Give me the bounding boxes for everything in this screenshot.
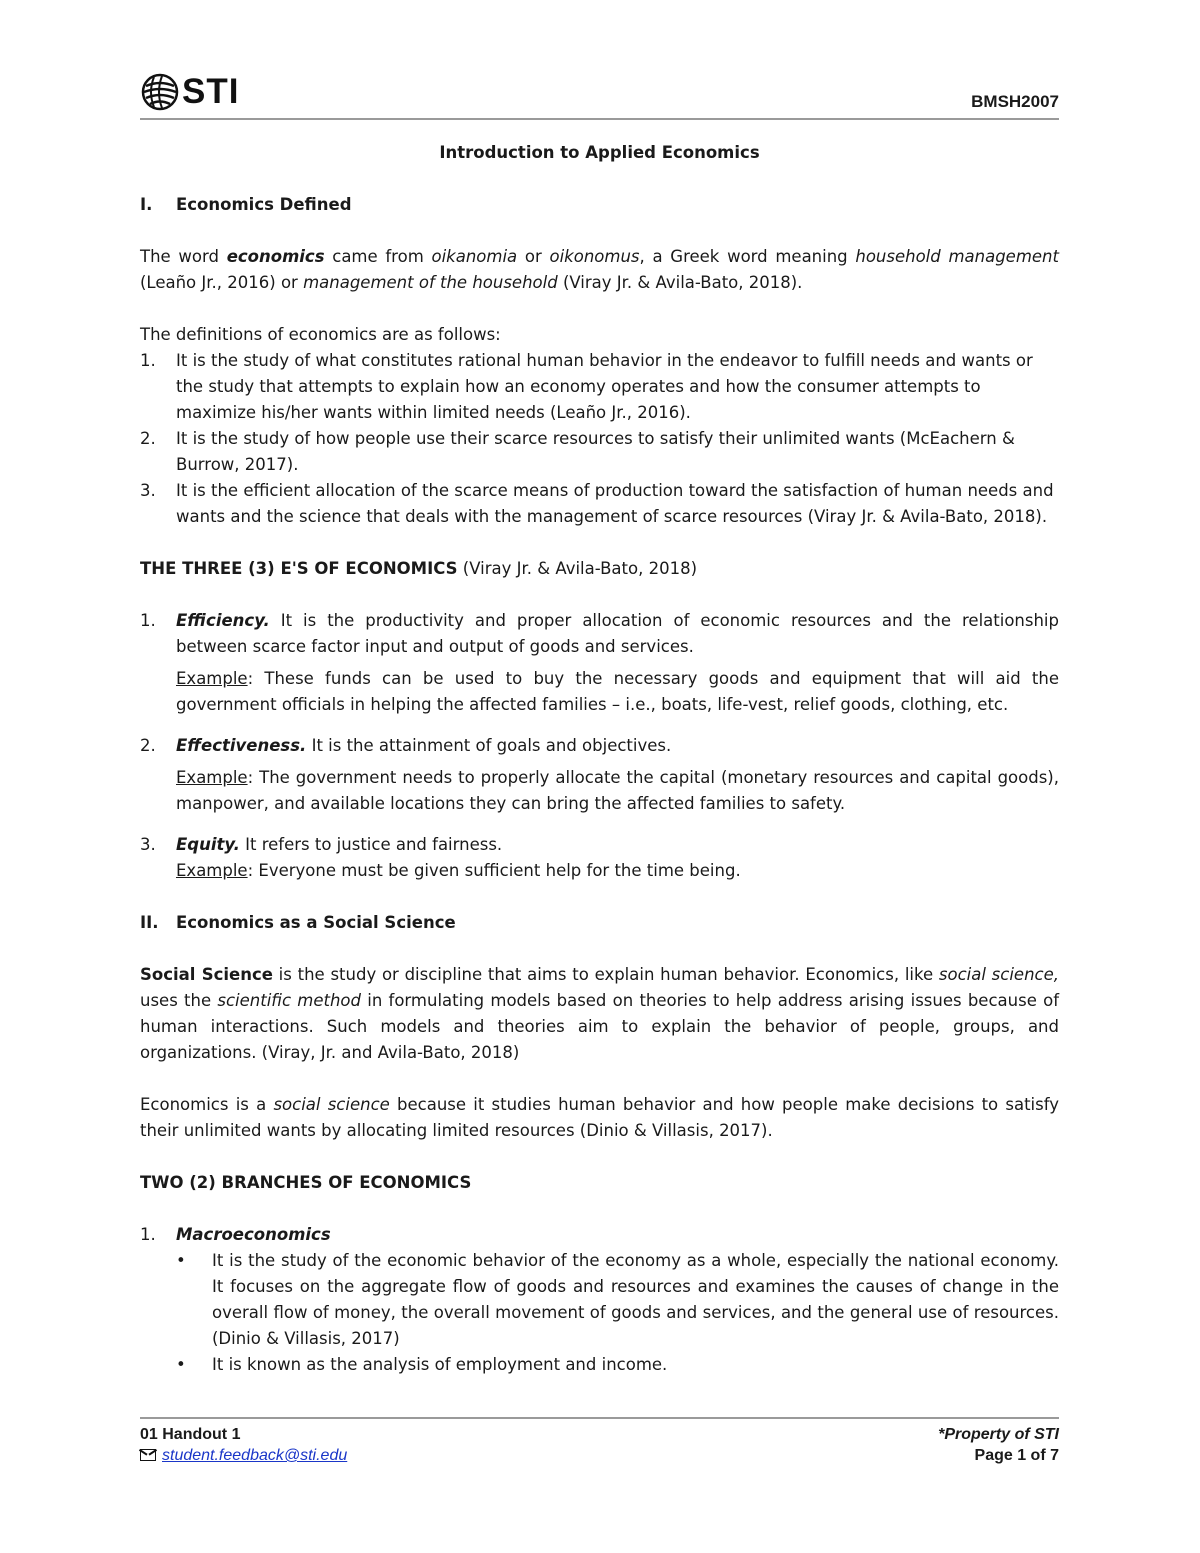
course-code: BMSH2007 (971, 92, 1059, 111)
list-item: 3. It is the efficient allocation of the scarce means of production toward the satisfaction of human needs and wants and the science that deals with the management of scarce resources (Viray Jr. & Avila-Bato, 2018). (140, 481, 1054, 526)
envelope-icon (140, 1449, 156, 1461)
branches-list (140, 1222, 1059, 1378)
bullet-item: • It is known as the analysis of employment and income. (176, 1352, 1059, 1378)
list-item: 1. Efficiency. It is the productivity and proper allocation of economic resources and the relationship between scarce factor input and output of goods and services. Example: These funds can be used to buy the necessary goods and equipment that will aid the government officials in helping the affected families – i.e., boats, life-vest, relief goods, clothing, etc. (140, 611, 1059, 714)
social-science-paragraph: Social Science is the study or discipline that aims to explain human behavior. Economics, like social science, uses the scientific method in formulating models based on theories to help address arising issues because of human interactions. Such models and theories aim to explain the behavior of people, groups, and organizations. (Viray, Jr. and Avila-Bato, 2018) (140, 965, 1060, 1062)
feedback-email-link[interactable]: student.feedback@sti.edu (162, 1447, 348, 1464)
logo-text: STI (182, 72, 240, 111)
list-item: 1. It is the study of what constitutes rational human behavior in the endeavor to fulfill needs and wants or the study that attempts to explain how an economy operates and how the consumer attempts to maximize his/her wants within limited needs (Leaño Jr., 2016). (140, 351, 1033, 422)
bullet-item: • It is the study of the economic behavior of the economy as a whole, especially the national economy. It focuses on the aggregate flow of goods and resources and examines the causes of change in the overall flow of money, the overall movement of goods and services, and the general use of resources. (Dinio & Villasis, 2017) (176, 1248, 1059, 1352)
three-es-list (140, 608, 1059, 884)
footer-divider (140, 1417, 1059, 1419)
globe-icon (140, 72, 180, 112)
section-heading: II. Economics as a Social Science (140, 913, 456, 932)
list-item: 2. Effectiveness. It is the attainment of goals and objectives. Example: The government needs to properly allocate the capital (monetary resources and capital goods), manpower, and available locations they can bring the affected families to safety. (140, 736, 1059, 813)
page-header (140, 66, 1059, 120)
definitions-lead: The definitions of economics are as follows: (140, 325, 501, 344)
page-number: Page 1 of 7 (974, 1447, 1059, 1464)
branches-heading: TWO (2) BRANCHES OF ECONOMICS (140, 1173, 472, 1192)
economics-social-science-paragraph: Economics is a social science because it studies human behavior and how people make decisions to satisfy their unlimited wants by allocating limited resources (Dinio & Villasis, 2017). (140, 1095, 1060, 1140)
list-item: 1. Macroeconomics • It is the study of the economic behavior of the economy as a whole, especially the national economy. It focuses on the aggregate flow of goods and resources and examines the causes of change in the overall flow of money, the overall movement of goods and services, and the general use of resources. (Dinio & Villasis, 2017) • It is known as the analysis of employment and income. (140, 1222, 1059, 1378)
definition-paragraph: The word economics came from oikanomia or oikonomus, a Greek word meaning household management (Leaño Jr., 2016) or management of the household (Viray Jr. & Avila-Bato, 2018). (140, 247, 1059, 292)
section-heading: I. Economics Defined (140, 195, 352, 214)
property-label: *Property of STI (938, 1426, 1059, 1443)
bullet-list (176, 1248, 1059, 1378)
document-title: Introduction to Applied Economics (439, 143, 760, 162)
handout-label: 01 Handout 1 (140, 1426, 241, 1443)
list-item: 3. Equity. It refers to justice and fairness. Example: Everyone must be given sufficient help for the time being. (140, 835, 741, 880)
handout-body (140, 140, 1059, 1378)
header-divider (140, 118, 1059, 120)
list-item: 2. It is the study of how people use their scarce resources to satisfy their unlimited wants (McEachern & Burrow, 2017). (140, 429, 1015, 474)
definitions-list (140, 348, 1059, 530)
sti-logo (140, 72, 239, 112)
three-es-heading: THE THREE (3) E'S OF ECONOMICS (Viray Jr. & Avila-Bato, 2018) (140, 559, 698, 578)
